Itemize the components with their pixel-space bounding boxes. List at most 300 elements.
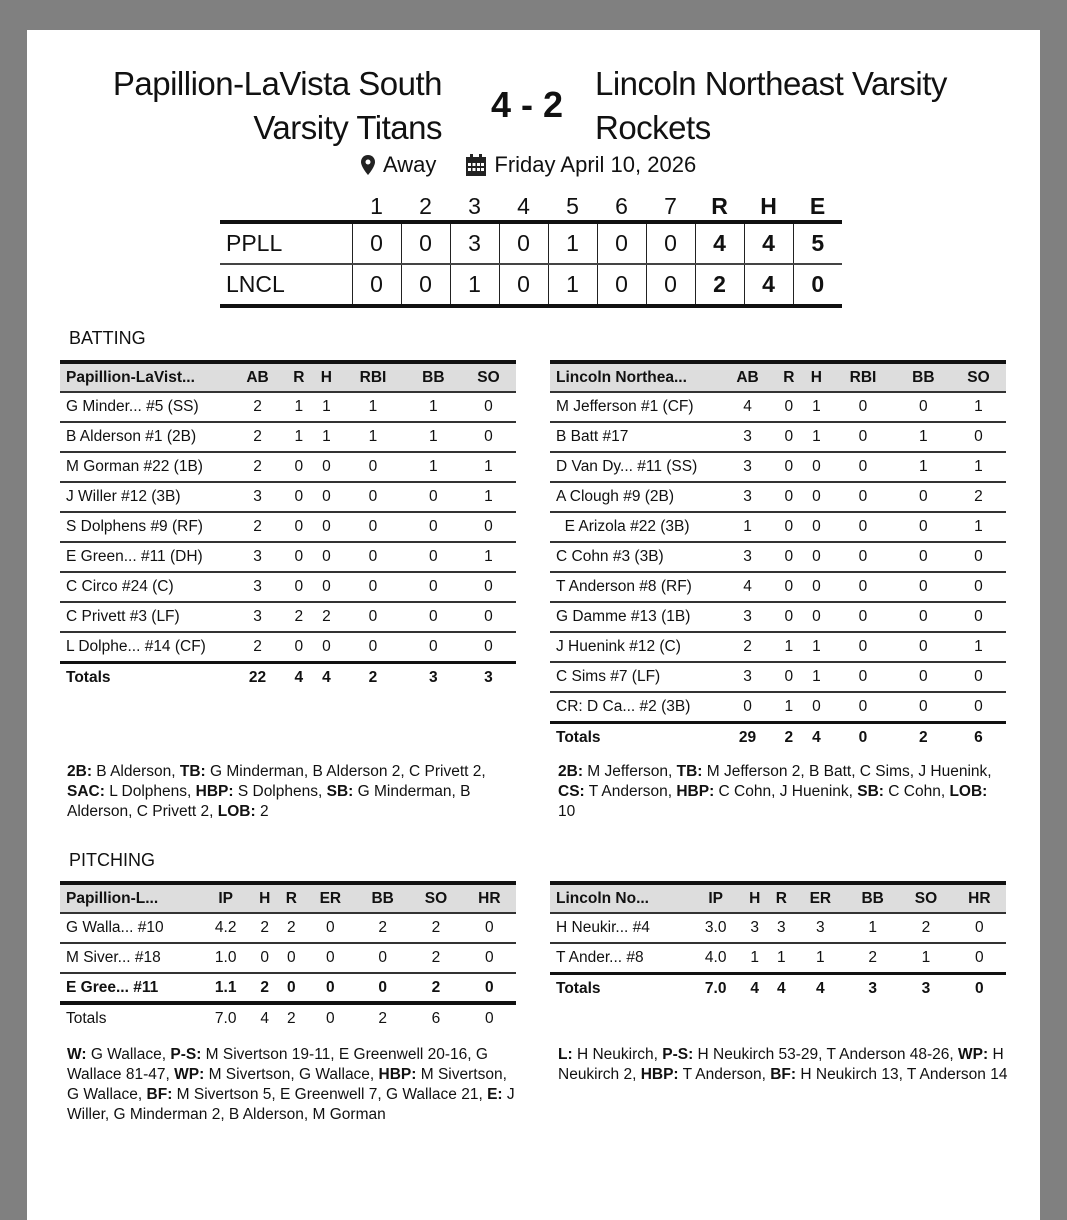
total-cell: 22 [230,662,285,692]
stat-cell: 0 [406,632,461,662]
player-row [550,542,1006,572]
stat-cell: 0 [720,692,775,722]
stat-cell: 0 [313,482,341,512]
player-row [60,392,516,422]
stat-cell: 1 [795,943,846,973]
stat-cell: 0 [803,512,831,542]
stat-cell: 0 [896,542,951,572]
totals-row [550,973,1006,1003]
column-header: R [768,883,795,913]
player-row [550,422,1006,452]
inning-runs: 0 [401,222,450,264]
totals-row [550,722,1006,752]
stat-cell: 0 [775,512,803,542]
stat-cell: 2 [230,632,285,662]
note-text: J Willer, G Minderman 2, B Alderson, M Gorman [67,1086,515,1123]
stat-cell: 1 [896,452,951,482]
inning-header: H [760,192,777,219]
team-abbr: PPLL [226,230,283,256]
stat-cell: 0 [803,482,831,512]
column-header: ER [305,883,356,913]
stat-cell: 0 [775,602,803,632]
total-cell: 2 [340,662,406,692]
stat-cell: 0 [305,913,356,943]
note-text: M Jefferson, [582,763,677,780]
stat-cell: 0 [461,422,516,452]
stat-cell: 0 [953,943,1006,973]
column-header: AB [720,362,775,392]
player-name: G Minder... #5 (SS) [60,392,230,422]
stat-cell: 0 [775,542,803,572]
stat-cell: 0 [313,512,341,542]
player-name: T Anderson #8 (RF) [550,572,720,602]
note-label: HBP: [378,1066,417,1083]
stat-cell: 0 [340,452,406,482]
stat-cell: 0 [251,943,278,973]
stat-cell: 3 [230,542,285,572]
stat-cell: 1 [803,632,831,662]
column-header: HR [463,883,516,913]
player-name: L Dolphe... #14 (CF) [60,632,230,662]
stat-cell: 0 [305,973,356,1003]
total-cell: 0 [485,1010,494,1027]
note-text: C Cohn, J Huenink, [714,783,858,800]
stat-cell: 0 [953,913,1006,943]
total-cell: 0 [953,973,1006,1003]
stat-cell: 0 [406,512,461,542]
stat-cell: 3 [795,913,846,943]
totals-label: Totals [60,662,230,692]
inning-header: E [809,192,826,219]
note-label: HBP: [195,783,234,800]
column-header: SO [409,883,462,913]
totals-label: Totals [550,973,690,1003]
inning-runs: 0 [401,264,450,306]
total-cell: 2 [775,722,803,752]
stat-cell: 0 [830,512,896,542]
stat-cell: 0 [896,392,951,422]
stat-cell: 0 [313,452,341,482]
player-name: M Gorman #22 (1B) [60,452,230,482]
player-name: E Arizola #22 (3B) [550,512,720,542]
stat-cell: 0 [896,662,951,692]
note-label: SB: [326,783,354,800]
total-e: 0 [793,264,842,306]
stat-cell: 3 [720,482,775,512]
stat-cell: 1.1 [200,973,251,1003]
column-header: BB [356,883,409,913]
calendar-icon [466,154,486,176]
stat-cell: 0 [461,602,516,632]
inning-header: 2 [419,192,432,219]
total-cell: 4 [795,973,846,1003]
stat-cell: 0 [830,452,896,482]
column-header: H [251,883,278,913]
inning-runs: 0 [352,222,401,264]
stat-cell: 0 [406,542,461,572]
note-label: P-S: [170,1046,202,1063]
stat-cell: 0 [278,943,305,973]
player-row [60,512,516,542]
stat-cell: 0 [461,572,516,602]
note-text: M Sivertson, G Wallace, [67,1066,507,1103]
stat-cell: 0 [830,692,896,722]
stat-cell: 2 [720,632,775,662]
player-name: C Circo #24 (C) [60,572,230,602]
note-label: CS: [558,783,585,800]
team-column-header: Papillion-LaVist... [60,362,230,392]
player-row [60,452,516,482]
linescore-row [220,222,842,264]
stat-cell: 0 [896,512,951,542]
player-name: S Dolphens #9 (RF) [60,512,230,542]
total-cell: 3 [846,973,899,1003]
stat-cell: 0 [278,973,305,1003]
team-column-header: Lincoln No... [550,883,690,913]
away-batting-table [550,360,1006,752]
stat-cell: 0 [313,572,341,602]
stat-cell: 0 [356,943,409,973]
stat-cell: 3 [720,422,775,452]
column-header: IP [200,883,251,913]
total-cell: 7.0 [214,1010,237,1027]
stat-cell: 0 [775,482,803,512]
stat-cell: 1 [285,392,313,422]
stat-cell: 4 [720,392,775,422]
player-row [550,662,1006,692]
stat-cell: 3 [230,572,285,602]
inning-header: R [711,192,728,219]
note-text: B Alderson, [91,763,180,780]
stat-cell: 0 [896,602,951,632]
player-name: A Clough #9 (2B) [550,482,720,512]
player-row [60,542,516,572]
stat-cell: 3 [720,452,775,482]
player-name: C Sims #7 (LF) [550,662,720,692]
stat-cell: 1 [951,452,1006,482]
note-text: G Minderman, B Alderson 2, C Privett 2, [205,763,486,780]
pitching-heading: PITCHING [69,850,156,870]
total-cell: 3 [899,973,952,1003]
player-row [60,602,516,632]
total-cell: 4 [768,973,795,1003]
home-pitching-notes [67,1045,517,1125]
total-cell: 3 [461,662,516,692]
total-r: 4 [695,222,744,264]
stat-cell: 0 [896,482,951,512]
team-column-header: Papillion-L... [60,883,200,913]
inning-header: 5 [566,192,579,219]
stat-cell: 0 [313,632,341,662]
column-header: AB [230,362,285,392]
stat-cell: 0 [463,943,516,973]
note-label: E: [487,1086,503,1103]
note-text: C Cohn, [883,783,950,800]
header-row [550,362,1006,392]
column-header: SO [951,362,1006,392]
stat-cell: 0 [285,572,313,602]
player-row [550,392,1006,422]
inning-runs: 1 [548,264,597,306]
stat-cell: 0 [463,913,516,943]
player-row [60,482,516,512]
note-label: SB: [857,783,884,800]
stat-cell: 0 [803,542,831,572]
stat-cell: 0 [951,542,1006,572]
note-text: H Neukirch 53-29, T Anderson 48-26, [693,1046,959,1063]
column-header: R [775,362,803,392]
note-label: WP: [174,1066,205,1083]
inning-header: 6 [615,192,628,219]
stat-cell: 0 [463,973,516,1003]
team-abbr: LNCL [226,271,285,297]
player-row [550,913,1006,943]
inning-runs: 0 [646,222,695,264]
final-score: 4 - 2 [490,84,564,125]
stat-cell: 0 [951,662,1006,692]
inning-runs: 1 [548,222,597,264]
player-row [550,632,1006,662]
stat-cell: 0 [340,572,406,602]
note-text: S Dolphens, [233,783,327,800]
column-header: H [313,362,341,392]
stat-cell: 0 [775,452,803,482]
note-text: H Neukirch 13, T Anderson 14 [796,1066,1008,1083]
stat-cell: 1 [313,422,341,452]
total-cell: 2 [287,1010,296,1027]
note-label: BF: [770,1066,797,1083]
stat-cell: 0 [461,512,516,542]
stat-cell: 0 [775,662,803,692]
player-name: M Siver... #18 [60,943,200,973]
inning-runs: 0 [499,222,548,264]
stat-cell: 0 [803,602,831,632]
player-name: G Damme #13 (1B) [550,602,720,632]
player-row [60,913,516,943]
column-header: BB [406,362,461,392]
stat-cell: 0 [775,422,803,452]
stat-cell: 0 [896,572,951,602]
stat-cell: 1 [803,422,831,452]
note-label: L: [558,1046,573,1063]
inning-runs: 3 [450,222,499,264]
stat-cell: 0 [285,512,313,542]
stat-cell: 0 [896,632,951,662]
player-name: B Batt #17 [550,422,720,452]
total-cell: 29 [720,722,775,752]
note-text: H Neukirch 2, [558,1046,1004,1083]
stat-cell: 0 [406,572,461,602]
stat-cell: 3.0 [690,913,741,943]
home-team-name: Papillion-LaVista South Varsity Titans [112,65,442,146]
stat-cell: 3 [720,602,775,632]
column-header: RBI [830,362,896,392]
note-label: TB: [179,763,206,780]
location-label: Away [383,152,437,177]
note-text: 2 [255,803,269,820]
player-name: E Gree... #11 [60,973,200,1003]
totals-row [60,662,516,692]
total-cell: 4 [741,973,768,1003]
stat-cell: 1 [720,512,775,542]
stat-cell: 2 [899,913,952,943]
total-cell: 0 [830,722,896,752]
stat-cell: 0 [830,542,896,572]
stat-cell: 0 [951,602,1006,632]
note-text: 10 [558,803,576,820]
stat-cell: 0 [830,602,896,632]
stat-cell: 2 [313,602,341,632]
player-row [60,632,516,662]
stat-cell: 1 [803,662,831,692]
stat-cell: 0 [775,572,803,602]
stat-cell: 2 [230,392,285,422]
note-label: TB: [676,763,703,780]
stat-cell: 0 [803,692,831,722]
column-header: ER [795,883,846,913]
stat-cell: 4 [720,572,775,602]
stat-cell: 0 [830,392,896,422]
stat-cell: 2 [230,452,285,482]
note-text: L Dolphens, [104,783,196,800]
total-cell: 0 [326,1010,335,1027]
note-label: 2B: [558,763,583,780]
stat-cell: 1 [775,632,803,662]
note-text: M Sivertson 5, E Greenwell 7, G Wallace 21, [172,1086,488,1103]
player-name: J Willer #12 (3B) [60,482,230,512]
note-label: 2B: [67,763,92,780]
stat-cell: 2 [230,422,285,452]
stat-cell: 0 [830,572,896,602]
player-name: E Green... #11 (DH) [60,542,230,572]
stat-cell: 3 [720,662,775,692]
total-cell: 6 [951,722,1006,752]
column-header: R [278,883,305,913]
stat-cell: 1 [461,482,516,512]
game-meta [361,152,696,178]
linescore-row [220,264,842,306]
batting-heading: BATTING [69,328,146,348]
column-header: BB [846,883,899,913]
total-cell: 4 [803,722,831,752]
stat-cell: 0 [340,482,406,512]
linescore-table [220,192,842,308]
stat-cell: 0 [803,452,831,482]
total-h: 4 [744,222,793,264]
note-text: M Sivertson 19-11, E Greenwell 20-16, G Wallace 81-47, [67,1046,488,1083]
inning-runs: 1 [450,264,499,306]
column-header: H [803,362,831,392]
stat-cell: 2 [951,482,1006,512]
total-e: 5 [793,222,842,264]
stat-cell: 0 [340,602,406,632]
player-row [60,422,516,452]
stat-cell: 3 [720,542,775,572]
note-label: HBP: [676,783,715,800]
inning-runs: 0 [646,264,695,306]
total-cell: 6 [431,1010,441,1027]
column-header: BB [896,362,951,392]
inning-header: 7 [664,192,677,219]
stat-cell: 2 [409,973,462,1003]
player-name: C Privett #3 (LF) [60,602,230,632]
stat-cell: 0 [285,542,313,572]
stat-cell: 2 [230,512,285,542]
note-text: H Neukirch, [572,1046,663,1063]
player-name: CR: D Ca... #2 (3B) [550,692,720,722]
player-row [550,482,1006,512]
inning-header: 1 [370,192,383,219]
home-pitching-table [60,881,516,1033]
stat-cell: 1 [768,943,795,973]
stat-cell: 1 [775,692,803,722]
stat-cell: 1 [285,422,313,452]
note-text: G Wallace, [86,1046,171,1063]
game-date: Friday April 10, 2026 [494,152,697,177]
column-header: H [741,883,768,913]
player-row [60,943,516,973]
inning-runs: 0 [352,264,401,306]
player-name: H Neukir... #4 [550,913,690,943]
stat-cell: 2 [278,913,305,943]
note-label: W: [67,1046,87,1063]
stat-cell: 0 [830,482,896,512]
stat-cell: 4.0 [690,943,741,973]
note-text: T Anderson, [584,783,677,800]
stat-cell: 2 [251,913,278,943]
stat-cell: 1 [741,943,768,973]
player-name: T Ander... #8 [550,943,690,973]
stat-cell: 2 [409,943,462,973]
note-label: LOB: [949,783,988,800]
away-pitching-notes [558,1045,1008,1085]
inning-runs: 0 [499,264,548,306]
stat-cell: 0 [340,632,406,662]
stat-cell: 0 [285,482,313,512]
note-text: G Minderman, B Alderson, C Privett 2, [67,783,471,820]
stat-cell: 2 [356,913,409,943]
column-header: R [285,362,313,392]
away-batting-notes [558,762,1008,822]
stat-cell: 2 [846,943,899,973]
stat-cell: 0 [406,482,461,512]
stat-cell: 0 [461,392,516,422]
player-name: D Van Dy... #11 (SS) [550,452,720,482]
stat-cell: 1 [951,512,1006,542]
stat-cell: 2 [285,602,313,632]
player-name: M Jefferson #1 (CF) [550,392,720,422]
player-name: B Alderson #1 (2B) [60,422,230,452]
stat-cell: 0 [356,973,409,1003]
stat-cell: 0 [313,542,341,572]
column-header: SO [899,883,952,913]
total-cell: 7.0 [690,973,741,1003]
note-label: P-S: [662,1046,694,1063]
stat-cell: 1 [951,392,1006,422]
stat-cell: 1 [896,422,951,452]
player-name: G Walla... #10 [60,913,200,943]
note-label: HBP: [640,1066,679,1083]
stat-cell: 0 [830,662,896,692]
stat-cell: 0 [803,572,831,602]
stat-cell: 3 [768,913,795,943]
player-row [550,943,1006,973]
note-label: LOB: [217,803,256,820]
note-label: SAC: [67,783,105,800]
home-batting-notes [67,762,527,822]
column-header: RBI [340,362,406,392]
stat-cell: 3 [230,482,285,512]
